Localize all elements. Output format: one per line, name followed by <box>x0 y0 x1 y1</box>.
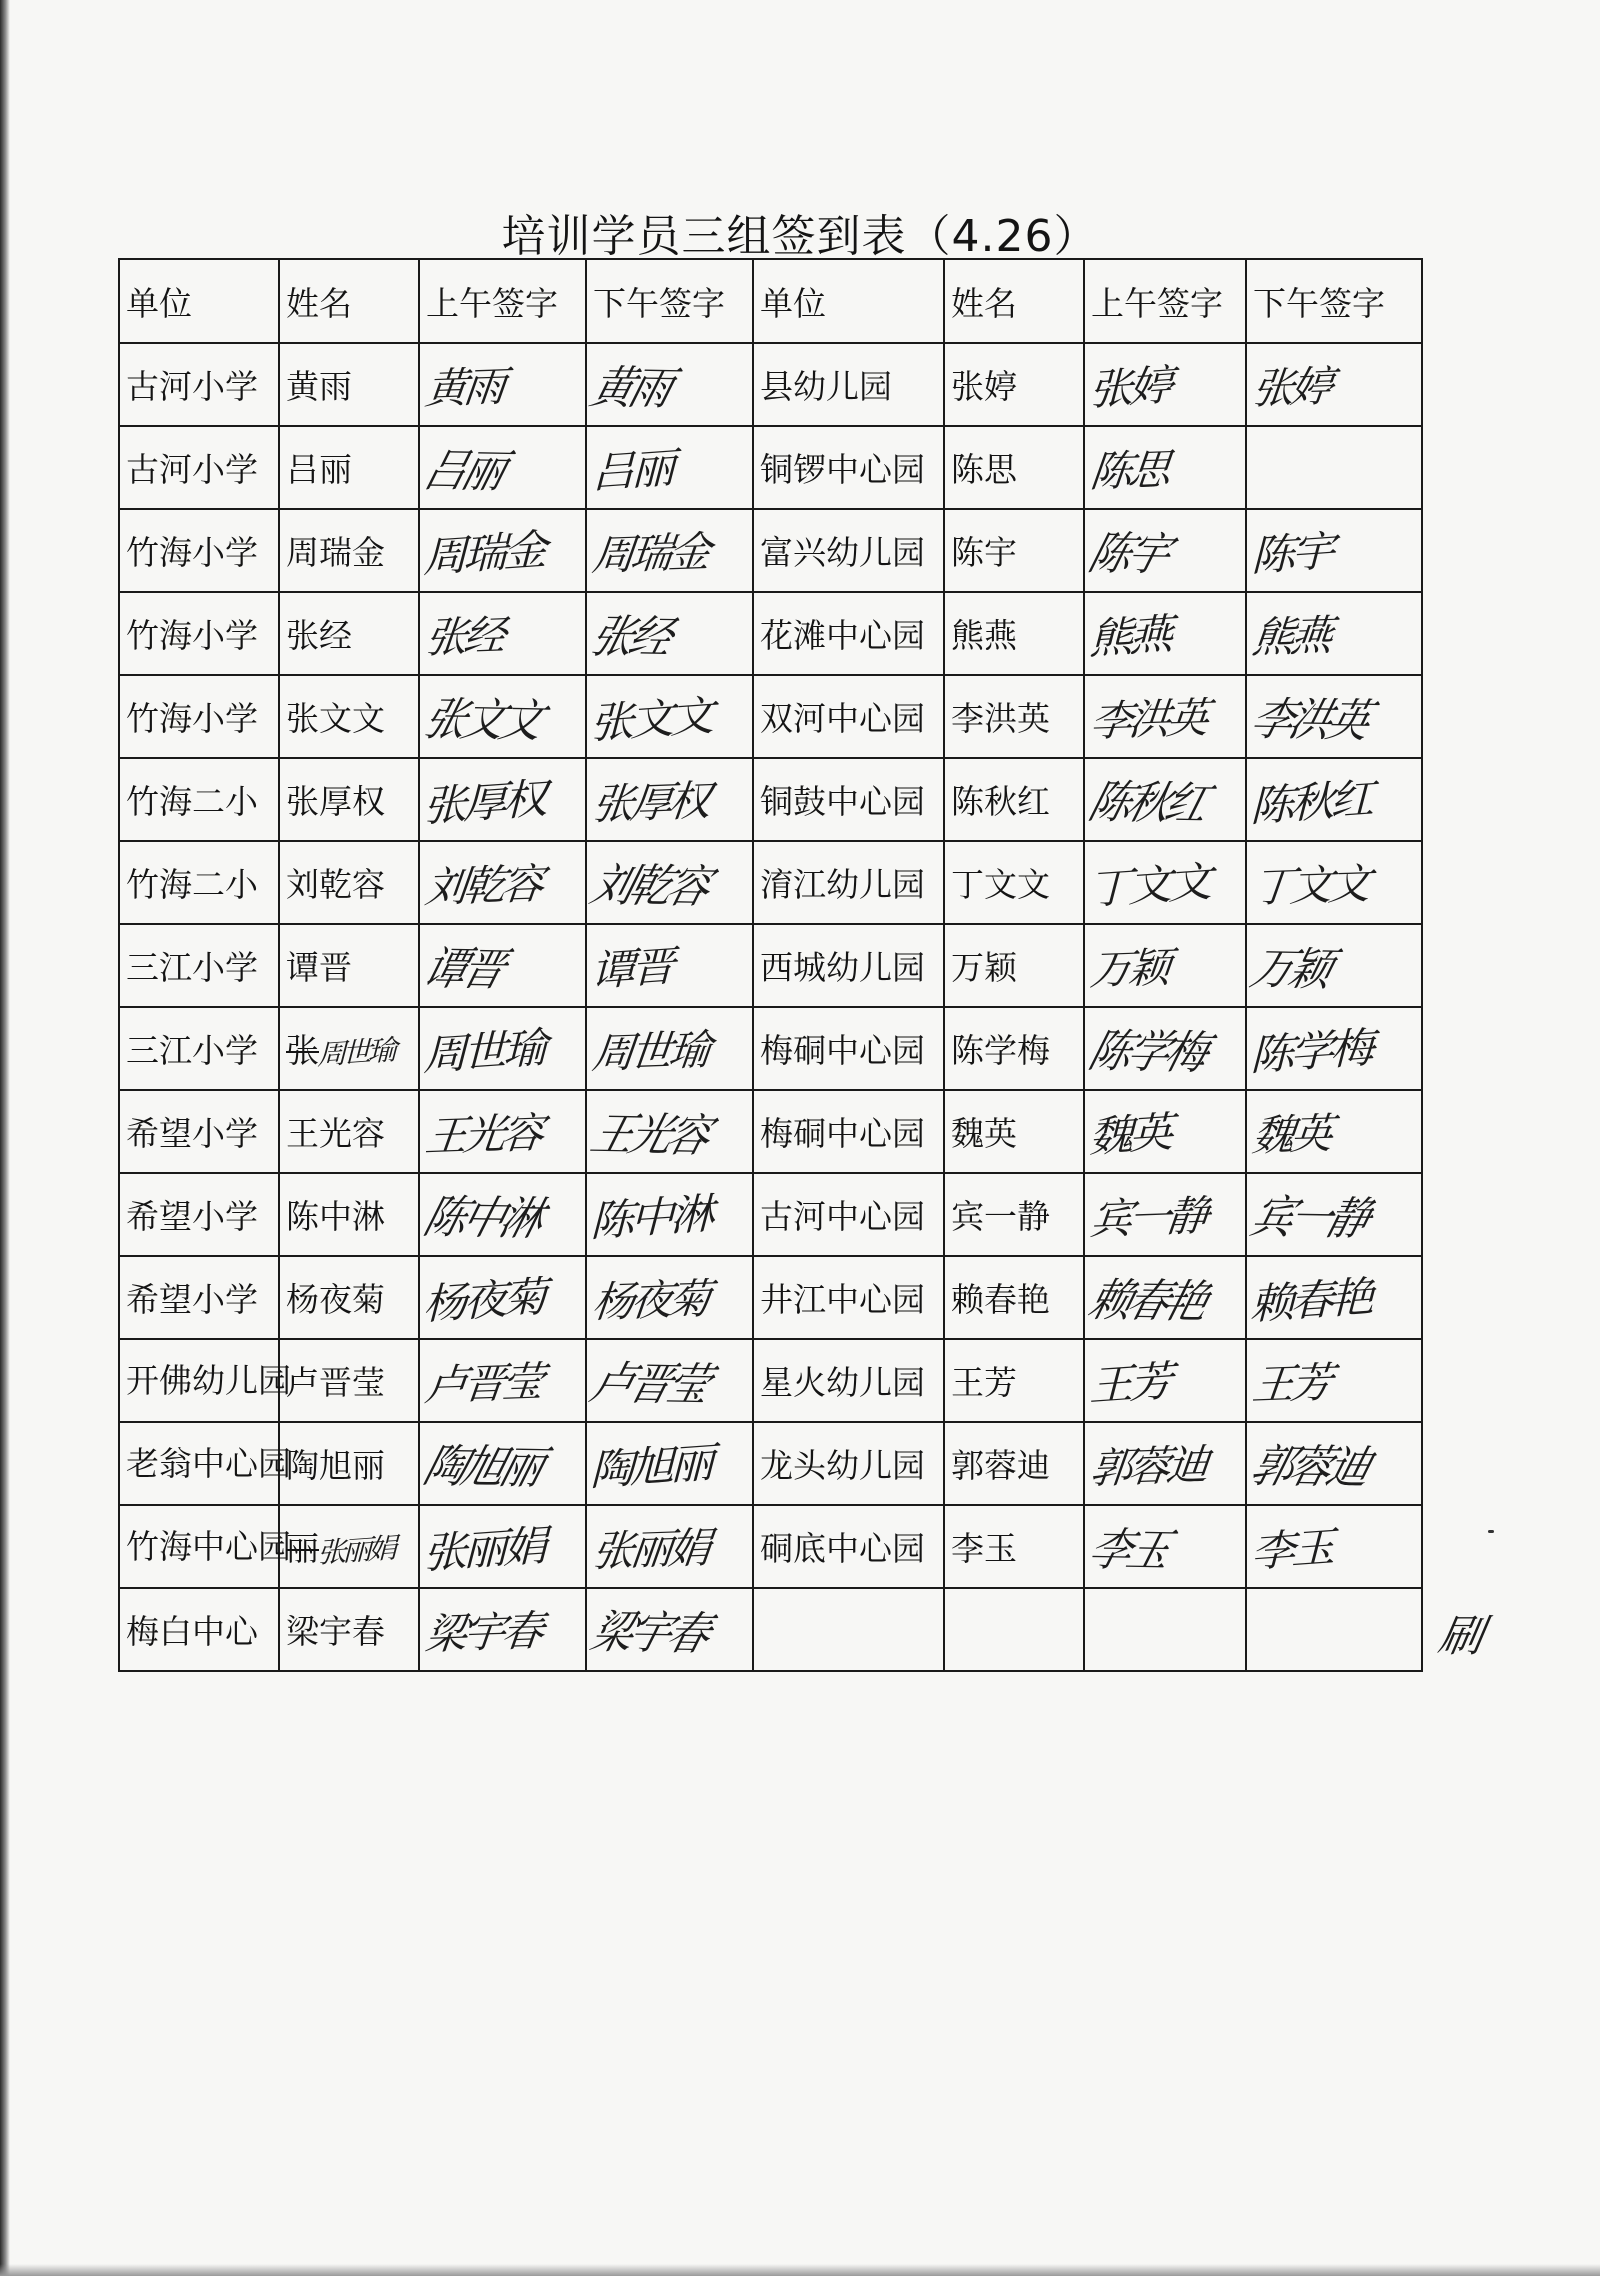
am-signature-cell <box>419 343 586 426</box>
printed-name: 张厚权 <box>286 782 385 821</box>
printed-name: 梁宇春 <box>286 1612 385 1651</box>
name-cell <box>279 924 419 1007</box>
am-signature-cell <box>419 924 586 1007</box>
am-signature-cell-ink: 万颖 <box>1087 942 1170 994</box>
unit-cell: 古河小学 <box>119 343 279 426</box>
name-cell: 陈宇 <box>944 509 1084 592</box>
pm-signature-cell <box>1246 1090 1422 1173</box>
name-cell: 宾一静 <box>944 1173 1084 1256</box>
pm-signature-cell-ink: 宾一静 <box>1245 1189 1374 1245</box>
name-cell <box>279 1422 419 1505</box>
table-row <box>119 1339 1422 1422</box>
unit-cell: 富兴幼儿园 <box>753 509 944 592</box>
table-row <box>119 343 1422 426</box>
unit-cell: 井江中心园 <box>753 1256 944 1339</box>
handwritten-name: 周世瑜 <box>317 1033 393 1072</box>
am-signature-cell-ink: 宾一静 <box>1087 1190 1208 1244</box>
printed-name: 张经 <box>286 616 352 655</box>
name-cell: 李玉 <box>944 1505 1084 1588</box>
am-signature-cell-ink: 陈秋红 <box>1083 774 1212 830</box>
pm-signature-cell-ink: 李洪英 <box>1245 691 1374 747</box>
am-signature-cell-ink: 丁文文 <box>1088 856 1209 914</box>
handwritten-name: 张丽娟 <box>317 1531 393 1570</box>
table-row <box>119 1256 1422 1339</box>
table-row <box>119 592 1422 675</box>
am-signature-cell <box>1084 675 1246 758</box>
name-cell <box>279 343 419 426</box>
unit-cell: 淯江幼儿园 <box>753 841 944 924</box>
pm-signature-cell-ink: 魏英 <box>1249 1108 1332 1160</box>
pm-signature-cell <box>586 1007 753 1090</box>
printed-name: 吕丽 <box>286 450 352 489</box>
unit-cell: 梅硐中心园 <box>753 1090 944 1173</box>
am-signature-cell-ink: 张丽娟 <box>423 1520 544 1578</box>
table-row <box>119 1173 1422 1256</box>
name-cell: 李洪英 <box>944 675 1084 758</box>
pm-signature-cell <box>586 509 753 592</box>
am-signature-cell <box>419 841 586 924</box>
am-signature-cell-ink: 张文文 <box>418 691 547 747</box>
table-row <box>119 841 1422 924</box>
name-cell <box>279 675 419 758</box>
unit-cell: 梅白中心 <box>119 1588 279 1671</box>
sheet-title: 培训学员三组签到表（4.26） <box>501 211 1099 262</box>
am-signature-cell <box>1084 1007 1246 1090</box>
name-cell <box>279 1173 419 1256</box>
unit-cell: 硐底中心园 <box>753 1505 944 1588</box>
header-am-sign: 上午签字 <box>419 259 586 343</box>
unit-cell: 古河小学 <box>119 426 279 509</box>
pm-signature-cell <box>586 1173 753 1256</box>
printed-name: 王光容 <box>286 1114 385 1153</box>
am-signature-cell-ink: 张经 <box>422 610 505 662</box>
pm-signature-cell <box>1246 1339 1422 1422</box>
am-signature-cell-ink: 熊燕 <box>1089 608 1170 664</box>
pm-signature-cell <box>586 343 753 426</box>
name-cell: 魏英 <box>944 1090 1084 1173</box>
am-signature-cell-ink: 陈思 <box>1087 444 1170 496</box>
printed-name: 张 <box>286 1031 319 1070</box>
pm-signature-cell <box>1246 1256 1422 1339</box>
pm-signature-cell-ink: 刘乾容 <box>585 857 714 913</box>
am-signature-cell <box>1084 841 1246 924</box>
am-signature-cell-ink: 梁宇春 <box>422 1605 543 1659</box>
pm-signature-cell <box>1246 675 1422 758</box>
am-signature-cell <box>419 675 586 758</box>
am-signature-cell <box>419 1007 586 1090</box>
name-cell <box>279 426 419 509</box>
am-signature-cell <box>419 1505 586 1588</box>
unit-cell: 星火幼儿园 <box>753 1339 944 1422</box>
pm-signature-cell <box>586 841 753 924</box>
am-signature-cell <box>1084 1173 1246 1256</box>
unit-cell: 竹海小学 <box>119 675 279 758</box>
pm-signature-cell <box>1246 924 1422 1007</box>
am-signature-cell <box>419 426 586 509</box>
am-signature-cell <box>419 1588 586 1671</box>
scan-edge <box>0 0 10 2276</box>
pm-signature-cell <box>586 1588 753 1671</box>
am-signature-cell-ink: 魏英 <box>1089 1106 1170 1162</box>
name-cell: 陈秋红 <box>944 758 1084 841</box>
unit-cell: 古河中心园 <box>753 1173 944 1256</box>
unit-cell: 希望小学 <box>119 1090 279 1173</box>
am-signature-cell <box>1084 1090 1246 1173</box>
am-signature-cell-ink: 陶旭丽 <box>418 1438 547 1494</box>
name-cell <box>279 841 419 924</box>
name-cell <box>279 592 419 675</box>
am-signature-cell <box>419 758 586 841</box>
pm-signature-cell-ink: 周瑞金 <box>589 526 710 580</box>
pm-signature-cell-ink: 陈中淋 <box>590 1188 711 1246</box>
pm-signature-cell <box>586 758 753 841</box>
pm-signature-cell <box>586 592 753 675</box>
pm-signature-cell-ink: 周世瑜 <box>589 1024 710 1078</box>
unit-cell: 竹海中心园 <box>119 1505 279 1588</box>
unit-cell: 铜鼓中心园 <box>753 758 944 841</box>
pm-signature-cell-ink: 郭蓉迪 <box>1245 1438 1374 1494</box>
pm-signature-cell-ink: 卢晋莹 <box>585 1355 714 1411</box>
am-signature-cell <box>1084 592 1246 675</box>
am-signature-cell-ink: 刘乾容 <box>422 858 543 912</box>
am-signature-cell <box>419 592 586 675</box>
pm-signature-cell <box>1246 1505 1422 1588</box>
printed-name: 杨夜菊 <box>286 1280 385 1319</box>
am-signature-cell-ink: 郭蓉迪 <box>1087 1439 1208 1493</box>
am-signature-cell-ink: 谭晋 <box>418 941 509 996</box>
table-row <box>119 426 1422 509</box>
pm-signature-cell <box>586 675 753 758</box>
name-cell: 郭蓉迪 <box>944 1422 1084 1505</box>
am-signature-cell-ink: 陈中淋 <box>418 1189 547 1245</box>
unit-cell: 花滩中心园 <box>753 592 944 675</box>
pm-signature-cell <box>1246 343 1422 426</box>
printed-name: 张文文 <box>286 699 385 738</box>
unit-cell: 希望小学 <box>119 1256 279 1339</box>
scan-edge-bottom <box>0 2264 1600 2276</box>
unit-cell: 竹海小学 <box>119 592 279 675</box>
name-cell: 王芳 <box>944 1339 1084 1422</box>
pm-signature-cell-ink: 张经 <box>585 609 676 664</box>
am-signature-cell-ink: 吕丽 <box>418 443 509 498</box>
table-row <box>119 509 1422 592</box>
pm-signature-cell-ink: 张文文 <box>590 690 711 748</box>
printed-name: 黄雨 <box>286 367 352 406</box>
table-row <box>119 758 1422 841</box>
pm-signature-cell <box>586 1422 753 1505</box>
unit-cell: 西城幼儿园 <box>753 924 944 1007</box>
am-signature-cell-ink: 李洪英 <box>1087 692 1208 746</box>
table-row <box>119 1090 1422 1173</box>
am-signature-cell <box>1084 1505 1246 1588</box>
pm-signature-cell-ink: 陈学梅 <box>1250 1022 1371 1080</box>
am-signature-cell <box>419 1339 586 1422</box>
margin-scrawl: 刷 <box>1434 1611 1488 1662</box>
am-signature-cell <box>419 1422 586 1505</box>
pm-signature-cell <box>586 1090 753 1173</box>
printed-name: 卢晋莹 <box>286 1363 385 1402</box>
pm-signature-cell <box>1246 592 1422 675</box>
pm-signature-cell-ink: 张婷 <box>1249 361 1332 413</box>
am-signature-cell <box>419 1173 586 1256</box>
header-name: 姓名 <box>279 259 419 343</box>
unit-cell: 三江小学 <box>119 924 279 1007</box>
pm-signature-cell <box>586 924 753 1007</box>
pm-signature-cell-ink: 谭晋 <box>591 940 672 996</box>
unit-cell: 三江小学 <box>119 1007 279 1090</box>
am-signature-cell-ink: 王光容 <box>422 1107 543 1161</box>
name-cell <box>279 1256 419 1339</box>
am-signature-cell <box>1084 426 1246 509</box>
name-cell <box>279 1339 419 1422</box>
header-pm-sign: 下午签字 <box>586 259 753 343</box>
am-signature-cell-ink: 黄雨 <box>422 361 505 413</box>
pm-signature-cell-ink: 张厚权 <box>589 775 710 829</box>
pm-signature-cell <box>1246 1007 1422 1090</box>
table-row <box>119 675 1422 758</box>
pm-signature-cell <box>1246 1588 1422 1671</box>
name-cell <box>279 1588 419 1671</box>
pm-signature-cell <box>1246 1173 1422 1256</box>
am-signature-cell <box>1084 758 1246 841</box>
pm-signature-cell-ink: 王芳 <box>1249 1357 1332 1409</box>
header-pm-sign: 下午签字 <box>1246 259 1422 343</box>
am-signature-cell <box>1084 1339 1246 1422</box>
pm-signature-cell-ink: 丁文文 <box>1249 858 1370 912</box>
name-cell: 万颖 <box>944 924 1084 1007</box>
name-cell: 张婷 <box>944 343 1084 426</box>
unit-cell: 铜锣中心园 <box>753 426 944 509</box>
am-signature-cell-ink: 杨夜菊 <box>423 1271 544 1329</box>
printed-name: 刘乾容 <box>286 865 385 904</box>
unit-cell: 双河中心园 <box>753 675 944 758</box>
printed-name: 谭晋 <box>286 948 352 987</box>
ink-speck <box>1488 1530 1494 1533</box>
pm-signature-cell <box>586 1505 753 1588</box>
name-cell <box>279 1090 419 1173</box>
header-unit: 单位 <box>119 259 279 343</box>
pm-signature-cell-ink: 万颖 <box>1245 941 1336 996</box>
pm-signature-cell-ink: 张丽娟 <box>589 1522 710 1576</box>
am-signature-cell-ink: 陈学梅 <box>1083 1023 1212 1079</box>
header-name: 姓名 <box>944 259 1084 343</box>
pm-signature-cell-ink: 陈宇 <box>1251 525 1332 581</box>
name-cell <box>279 1505 419 1588</box>
name-cell: 赖春艳 <box>944 1256 1084 1339</box>
unit-cell <box>753 1588 944 1671</box>
pm-signature-cell-ink: 王光容 <box>585 1106 714 1162</box>
am-signature-cell <box>1084 1422 1246 1505</box>
am-signature-cell-ink: 周世瑜 <box>423 1022 544 1080</box>
am-signature-cell-ink: 王芳 <box>1089 1355 1170 1411</box>
unit-cell: 梅硐中心园 <box>753 1007 944 1090</box>
unit-cell: 龙头幼儿园 <box>753 1422 944 1505</box>
am-signature-cell-ink: 周瑞金 <box>423 524 544 582</box>
am-signature-cell-ink: 陈宇 <box>1083 526 1174 581</box>
name-cell: 陈思 <box>944 426 1084 509</box>
table-row <box>119 1588 1422 1671</box>
pm-signature-cell <box>586 1256 753 1339</box>
printed-name: 陈中淋 <box>286 1197 385 1236</box>
pm-signature-cell-ink: 杨夜菊 <box>589 1273 710 1327</box>
header-am-sign: 上午签字 <box>1084 259 1246 343</box>
pm-signature-cell <box>1246 509 1422 592</box>
am-signature-cell <box>1084 1256 1246 1339</box>
am-signature-cell-ink: 卢晋莹 <box>422 1356 543 1410</box>
am-signature-cell-ink: 张婷 <box>1089 359 1170 415</box>
name-cell: 熊燕 <box>944 592 1084 675</box>
unit-cell: 希望小学 <box>119 1173 279 1256</box>
printed-name: 丽 <box>286 1529 319 1568</box>
name-cell: 丁文文 <box>944 841 1084 924</box>
pm-signature-cell-ink: 熊燕 <box>1249 610 1332 662</box>
sign-in-table <box>118 258 1423 1672</box>
pm-signature-cell <box>1246 1422 1422 1505</box>
am-signature-cell <box>1084 1588 1246 1671</box>
am-signature-cell <box>1084 924 1246 1007</box>
printed-name: 陶旭丽 <box>286 1446 385 1485</box>
name-cell <box>944 1588 1084 1671</box>
pm-signature-cell <box>586 426 753 509</box>
pm-signature-cell-ink: 赖春艳 <box>1250 1271 1371 1329</box>
table-row <box>119 1505 1422 1588</box>
pm-signature-cell-ink: 黄雨 <box>585 360 676 415</box>
pm-signature-cell-ink: 梁宇春 <box>585 1604 714 1660</box>
table-row <box>119 1007 1422 1090</box>
unit-cell: 竹海二小 <box>119 758 279 841</box>
header-row <box>119 259 1422 343</box>
pm-signature-cell-ink: 吕丽 <box>591 442 672 498</box>
am-signature-cell <box>419 1256 586 1339</box>
table-row <box>119 1422 1422 1505</box>
pm-signature-cell <box>1246 426 1422 509</box>
am-signature-cell-ink: 张厚权 <box>423 773 544 831</box>
am-signature-cell-ink: 李玉 <box>1083 1522 1174 1577</box>
pm-signature-cell <box>1246 758 1422 841</box>
unit-cell: 竹海小学 <box>119 509 279 592</box>
unit-cell: 老翁中心园 <box>119 1422 279 1505</box>
pm-signature-cell-ink: 陈秋红 <box>1250 773 1371 831</box>
am-signature-cell <box>1084 509 1246 592</box>
name-cell: 陈学梅 <box>944 1007 1084 1090</box>
pm-signature-cell-ink: 陶旭丽 <box>590 1437 711 1495</box>
unit-cell: 县幼儿园 <box>753 343 944 426</box>
am-signature-cell-ink: 赖春艳 <box>1083 1272 1212 1328</box>
roster-body <box>119 343 1422 1671</box>
name-cell <box>279 509 419 592</box>
header-unit: 单位 <box>753 259 944 343</box>
printed-name: 周瑞金 <box>286 533 385 572</box>
unit-cell: 开佛幼儿园 <box>119 1339 279 1422</box>
pm-signature-cell-ink: 李玉 <box>1251 1521 1332 1577</box>
name-cell <box>279 758 419 841</box>
am-signature-cell <box>419 509 586 592</box>
name-cell <box>279 1007 419 1090</box>
pm-signature-cell <box>1246 841 1422 924</box>
am-signature-cell <box>419 1090 586 1173</box>
unit-cell: 竹海二小 <box>119 841 279 924</box>
am-signature-cell <box>1084 343 1246 426</box>
table-row <box>119 924 1422 1007</box>
pm-signature-cell <box>586 1339 753 1422</box>
